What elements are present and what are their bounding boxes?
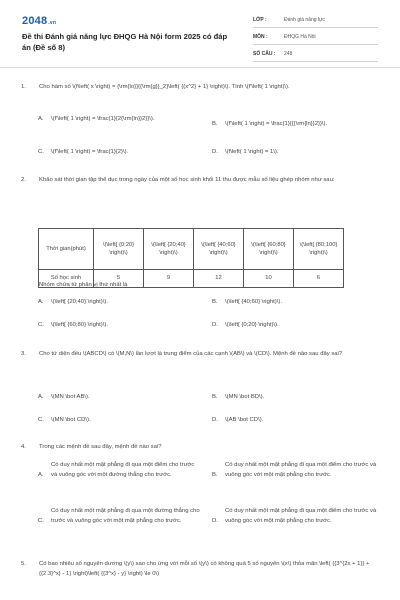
followup-text: Nhóm chứa tứ phân vị thứ nhất là	[39, 282, 128, 288]
interval-cell: \(\left[ {60;80} \right)\)	[244, 229, 294, 270]
option-text: \(f'\left( 1 \right) = \frac{1}{{{\rm{ln}}2}}\).	[225, 121, 328, 127]
option-text: \(MN \bot CD\).	[51, 417, 91, 423]
meta-key: SỐ CÂU :	[253, 51, 276, 57]
meta-key: LỚP :	[253, 17, 267, 23]
option-letter: B.	[212, 472, 218, 478]
count-cell: 6	[294, 270, 344, 288]
option-text: \(\left[ {40;60} \right)\).	[225, 299, 282, 305]
interval-cell: \(\left[ {0;20} \right)\)	[94, 229, 144, 270]
option-text: \(\left[ {0;20} \right)\).	[225, 322, 279, 328]
option-letter: D.	[212, 518, 218, 524]
count-cell: 9	[144, 270, 194, 288]
option-text: \(\left[ {20;40} \right)\).	[51, 299, 108, 305]
site-logo[interactable]	[22, 15, 56, 27]
table-row	[39, 229, 344, 270]
interval-cell: \(\left[ {80;100} \right)\)	[294, 229, 344, 270]
question-number: 5.	[21, 561, 26, 567]
page-header	[0, 0, 400, 66]
meta-row-count	[253, 49, 378, 62]
option-text: \(f'\left( 1 \right) = \frac{1}{2}\).	[51, 149, 129, 155]
option-letter: C.	[38, 322, 44, 328]
option-letter: A.	[38, 299, 44, 305]
question-text: Cho tứ diện đều \(ABCD\) có \(M,N\) lần lượt là trung điểm của các cạnh \(AB\) và \(CD\). Mệnh đề nào sau đây sai?	[39, 351, 343, 357]
count-cell: 12	[194, 270, 244, 288]
frequency-table	[38, 228, 344, 288]
option-letter: B.	[212, 394, 218, 400]
option-letter: B.	[212, 121, 218, 127]
interval-cell: \(\left[ {20;40} \right)\)	[144, 229, 194, 270]
option-text: Có duy nhất một mặt phẳng đi qua một điểm cho trước và vuông góc với một đường thẳng cho trước.	[51, 462, 195, 478]
logo-main: 2048	[22, 15, 48, 27]
question-text: Cho hàm số \(f\left( x \right) = {\rm{lo}}{{\rm{g}}_2}\left( {(x^2} + 1} \right)\). Tính \(f'\left( 1 \right)\).	[39, 84, 290, 90]
option-text: Có duy nhất một mặt phẳng đi qua một đường thẳng cho trước và vuông góc với một mặt phẳng cho trước.	[51, 508, 200, 524]
question-number: 3.	[21, 351, 26, 357]
question-text: Có bao nhiêu số nguyên dương \(y\) sao cho ứng với mỗi số \(y\) có không quá 5 số nguyên \(x\) thỏa mãn \left( {{3^{2x + 1}} + {{2.3}^x} - 1} \right)\left( {{3^x} - y} \right) \le 0\)	[39, 561, 370, 577]
question-text: Trong các mệnh đề sau đây, mệnh đề nào sai?	[39, 444, 162, 450]
option-text: Có duy nhất một mặt phẳng đi qua một điểm cho trước và vuông góc với một mặt phẳng cho trước.	[225, 462, 377, 478]
question-number: 4.	[21, 444, 26, 450]
option-text: \(\left[ {60;80} \right)\).	[51, 322, 108, 328]
option-letter: A.	[38, 116, 44, 122]
option-letter: D.	[212, 149, 218, 155]
count-cell: 5	[94, 270, 144, 288]
table-header-cell: Số học sinh	[39, 270, 94, 288]
header-divider	[0, 67, 400, 68]
option-letter: A.	[38, 472, 44, 478]
interval-cell: \(\left[ {40;60} \right)\)	[194, 229, 244, 270]
option-letter: C.	[38, 149, 44, 155]
count-cell: 10	[244, 270, 294, 288]
meta-key: MÔN :	[253, 34, 268, 40]
option-text: Có duy nhất một mặt phẳng đi qua một điểm cho trước và vuông góc với một mặt phẳng cho trước.	[225, 508, 377, 524]
question-text: Khảo sát thời gian tập thể dục trong ngày của một số học sinh khối 11 thu được mẫu số liệu ghép nhóm như sau:	[39, 177, 335, 183]
logo-sub: .vn	[48, 20, 57, 26]
option-text: \(f'\left( 1 \right) = \frac{1}{2{\rm{ln}}2}}\).	[51, 116, 155, 122]
option-letter: B.	[212, 299, 218, 305]
meta-row-subject	[253, 32, 378, 45]
option-letter: A.	[38, 394, 44, 400]
question-number: 2.	[21, 177, 26, 183]
option-letter: D.	[212, 417, 218, 423]
table-header-cell: Thời gian(phút)	[39, 229, 94, 270]
option-text: \(MN \bot AB\).	[51, 394, 90, 400]
option-letter: C.	[38, 518, 44, 524]
meta-row-class	[253, 15, 378, 28]
exam-title: Đề thi Đánh giá năng lực ĐHQG Hà Nội form 2025 có đáp án (Đề số 8)	[22, 32, 228, 52]
meta-value: 248	[284, 51, 293, 57]
option-letter: D.	[212, 322, 218, 328]
option-text: \(MN \bot BD\).	[225, 394, 265, 400]
question-number: 1.	[21, 84, 26, 90]
option-text: \(AB \bot CD\).	[225, 417, 264, 423]
option-letter: C.	[38, 417, 44, 423]
option-text: \(f\left( 1 \right) = 1\).	[225, 149, 279, 155]
meta-value[interactable]: Đánh giá năng lực	[284, 17, 325, 23]
meta-value[interactable]: ĐHQG Hà Nội	[284, 34, 316, 40]
exam-meta	[253, 15, 378, 66]
